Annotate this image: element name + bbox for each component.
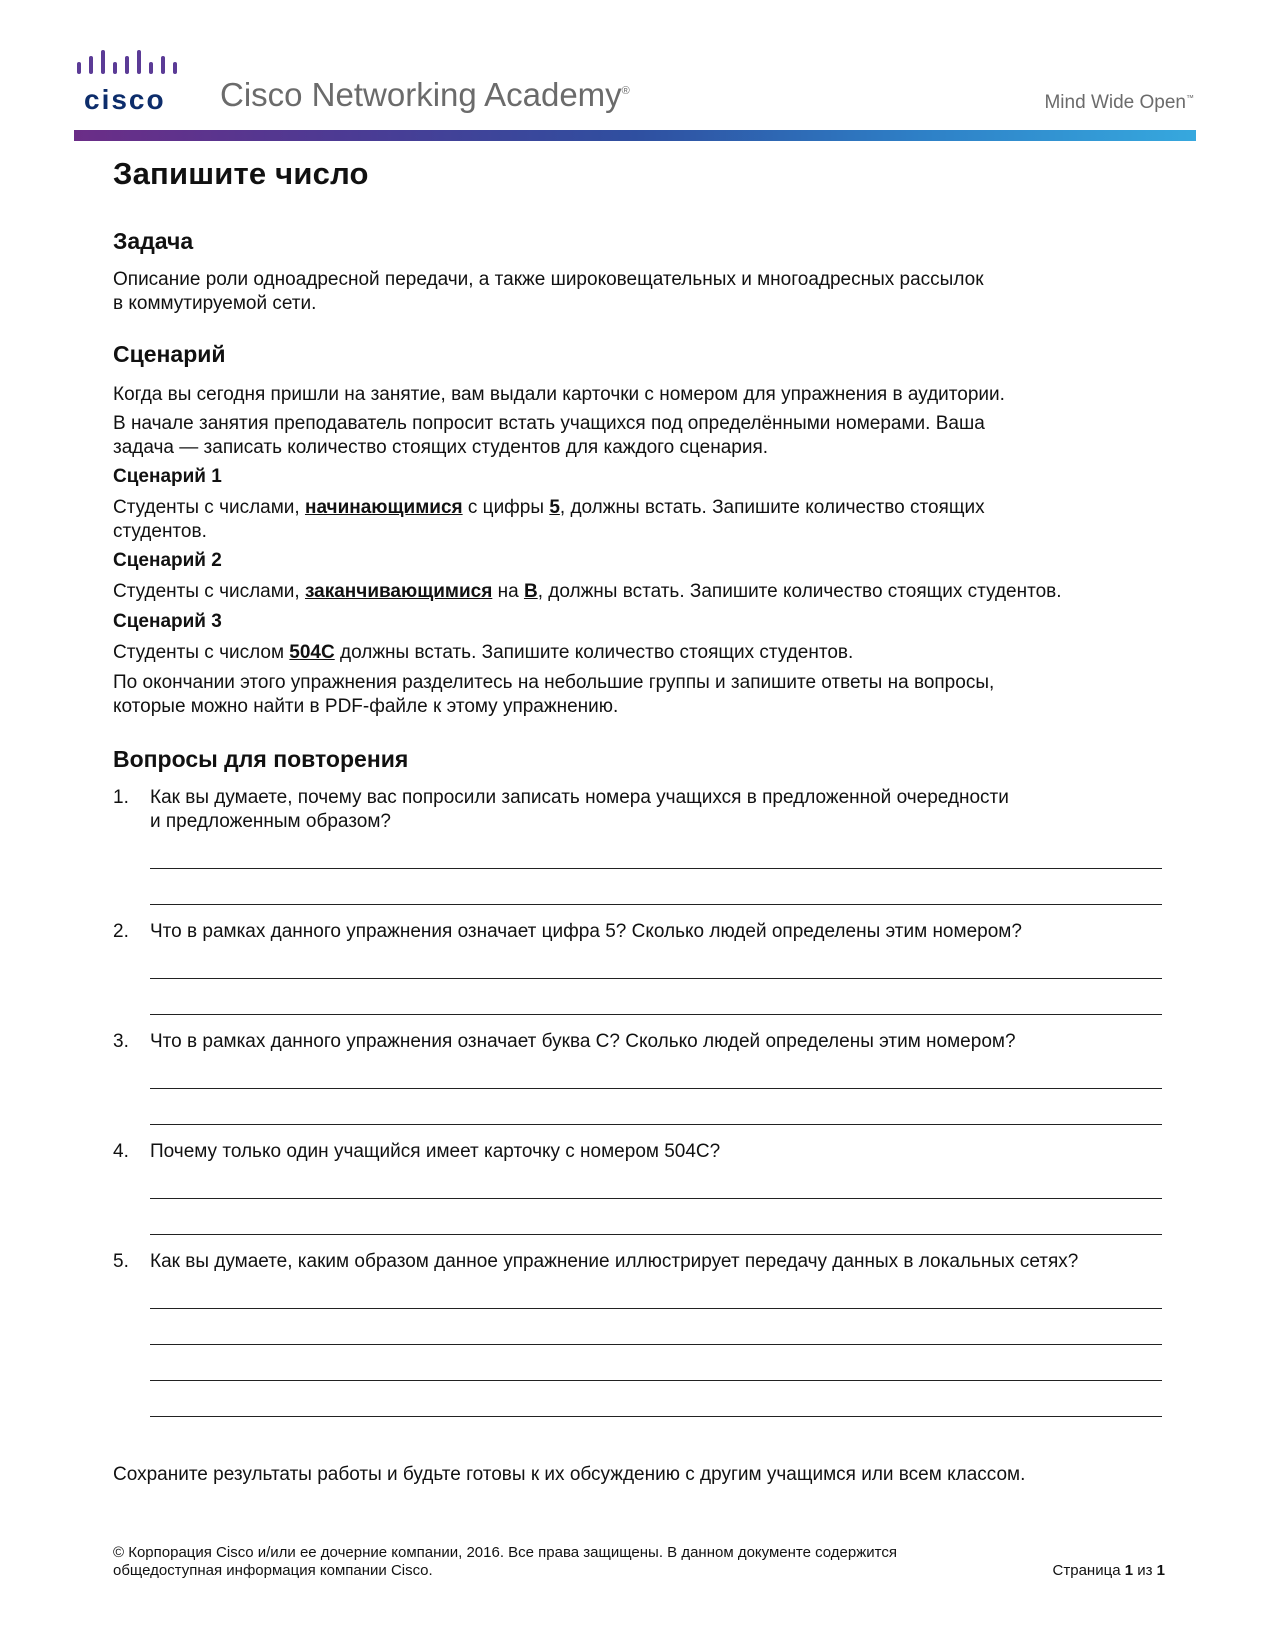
- answer-line[interactable]: [150, 1380, 1162, 1381]
- scenario-intro: Когда вы сегодня пришли на занятие, вам выдали карточки с номером для упражнения в аудитории.: [113, 384, 1005, 405]
- answer-line[interactable]: [150, 1234, 1162, 1235]
- task-heading: Задача: [113, 228, 194, 254]
- closing-text: Сохраните результаты работы и будьте готовы к их обсуждению с другим учащимся или всем классом.: [113, 1464, 1026, 1485]
- scenario-heading: Сценарий: [113, 341, 226, 367]
- answer-line[interactable]: [150, 904, 1162, 905]
- answer-line[interactable]: [150, 1308, 1162, 1309]
- page-title: Запишите число: [113, 156, 369, 191]
- academy-title: Cisco Networking Academy®: [220, 76, 630, 113]
- answer-line[interactable]: [150, 1088, 1162, 1089]
- answer-line[interactable]: [150, 1344, 1162, 1345]
- scenario-3-heading: Сценарий 3: [113, 611, 222, 632]
- review-heading: Вопросы для повторения: [113, 746, 409, 772]
- scenario-text-line2: задача — записать количество стоящих студентов для каждого сценария.: [113, 437, 769, 458]
- answer-line[interactable]: [150, 978, 1162, 979]
- scenario-closing-line2: которые можно найти в PDF-файле к этому упражнению.: [113, 696, 619, 717]
- header-color-bar: [74, 130, 1196, 141]
- scenario-1-heading: Сценарий 1: [113, 466, 222, 487]
- scenario-closing-line1: По окончании этого упражнения разделитесь на небольшие группы и запишите ответы на вопросы,: [113, 672, 995, 693]
- tagline: Mind Wide Open™: [1044, 92, 1194, 113]
- cisco-wordmark: cisco: [84, 84, 166, 115]
- scenario-3-text: Студенты с числом 504С должны встать. Запишите количество стоящих студентов.: [113, 642, 854, 663]
- answer-line[interactable]: [150, 1124, 1162, 1125]
- scenario-2-heading: Сценарий 2: [113, 550, 222, 571]
- answer-line[interactable]: [150, 1416, 1162, 1417]
- answer-line[interactable]: [150, 1198, 1162, 1199]
- document-page: cisco Cisco Networking Academy® Mind Wide Open™ Запишите число Задача Описание роли одноадресной передачи, а также широковещательных и многоадресных рассылок в коммутируемой сети. Сценарий Когда вы сегодня пришли на занятие, вам выдали карточки с номером для упражнения в аудитории. В начале занятия преподаватель попросит встать учащихся под определёнными номерами. Ваша задача — записать количество стоящих студентов для каждого сценария. Сценарий 1 Студенты с числами, начинающимися с цифры 5, должны встать. Запишите количество стоящих студентов. Сценарий 2 Студенты с числами, заканчивающимися на В, должны встать. Запишите количество стоящих студентов. Сценарий 3 Студенты с числом 504С должны встать. Запишите количество стоящих студентов. По окончании этого упражнения разделитесь на небольшие группы и запишите ответы на вопросы, которые можно найти в PDF-файле к этому упражнению. Вопросы для повторения 1. Как вы думаете, почему вас попросили записать номера учащихся в предложенной очередности и предложенным образом? 2. Что в рамках данного упражнения означает цифра 5? Сколько людей определены этим номером? 3. Что в рамках данного упражнения означает буква С? Сколько людей определены этим номером? 4. Почему только один учащийся имеет карточку с номером 504С? 5. Как вы думаете, каким образом данное упражнение иллюстрирует передачу данных в локальных сетях? Сохраните результаты работы и будьте готовы к их обсуждению с другим учащимся или всем классом. © Корпорация Cisco и/или ее дочерние компании, 2016. Все права защищены. В данном документе содержится общедоступная информация компании Cisco. Страница 1 из 1: [0, 0, 1275, 1651]
- answer-line[interactable]: [150, 868, 1162, 869]
- task-text-line1: Описание роли одноадресной передачи, а также широковещательных и многоадресных рассылок: [113, 269, 984, 290]
- footer-copyright: © Корпорация Cisco и/или ее дочерние компании, 2016. Все права защищены. В данном документе содержится общедоступная информация компании Cisco.: [113, 1544, 897, 1579]
- scenario-2-text: Студенты с числами, заканчивающимися на В, должны встать. Запишите количество стоящих студентов.: [113, 581, 1062, 602]
- scenario-1-text: Студенты с числами, начинающимися с цифры 5, должны встать. Запишите количество стоящих: [113, 497, 985, 518]
- page-number: Страница 1 из 1: [1052, 1562, 1165, 1579]
- page-header: [74, 46, 1196, 138]
- scenario-text-line1: В начале занятия преподаватель попросит встать учащихся под определёнными номерами. Ваша: [113, 413, 985, 434]
- scenario-1-text-cont: студентов.: [113, 521, 207, 542]
- task-text-line2: в коммутируемой сети.: [113, 293, 317, 314]
- answer-line[interactable]: [150, 1014, 1162, 1015]
